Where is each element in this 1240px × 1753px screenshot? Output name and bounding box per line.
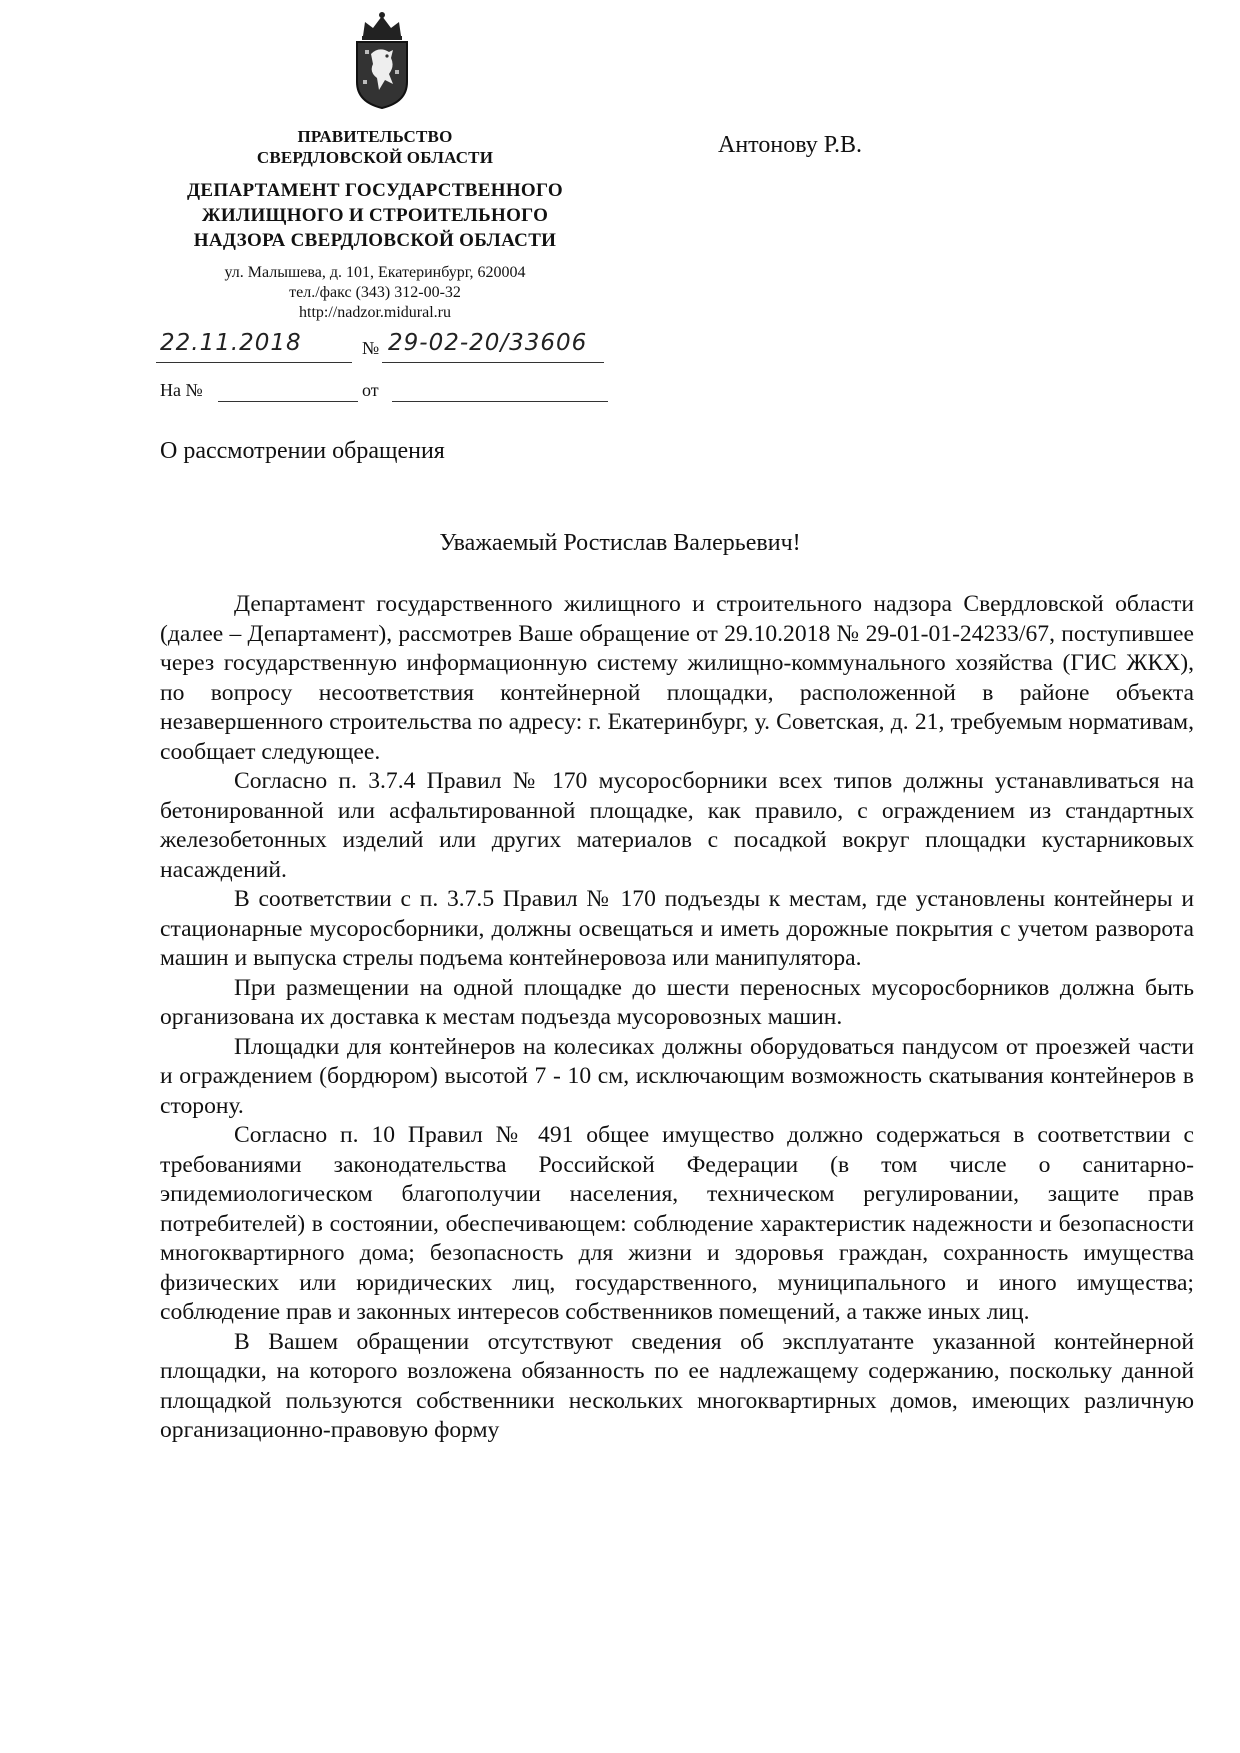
department-line-1: ДЕПАРТАМЕНТ ГОСУДАРСТВЕННОГО bbox=[187, 180, 563, 201]
sender-address: ул. Малышева, д. 101, Екатеринбург, 620004 bbox=[224, 264, 526, 281]
sender-phone: тел./факс (343) 312-00-32 bbox=[289, 284, 461, 301]
body-paragraph: Согласно п. 10 Правил № 491 общее имущество должно содержаться в соответствии с требованиями законодательства Российской Федерации (в том числе о санитарно-эпидемиологическом благополучии населения, техническом регулировании, защите прав потребителей) в состоянии, обеспечивающем: соблюдение характеристик надежности и безопасности многоквартирного дома; безопасность для жизни и здоровья граждан, сохранность имущества физических или юридических лиц, государственного, муниципального и иного имущества; соблюдение прав и законных интересов собственников помещений, а также иных лиц. bbox=[160, 1122, 1194, 1325]
body-paragraph: Согласно п. 3.7.4 Правил № 170 мусоросборники всех типов должны устанавливаться на бетонированной или асфальтированной площадке, как правило, с ограждением из стандартных железобетонных изделий или других материалов с посадкой вокруг площадки кустарниковых насаждений. bbox=[160, 768, 1194, 883]
reference-number-label: На № bbox=[160, 380, 203, 400]
registration-line bbox=[156, 330, 606, 364]
letter-greeting: Уважаемый Ростислав Валерьевич! bbox=[439, 530, 801, 556]
body-paragraph: В соответствии с п. 3.7.5 Правил № 170 подъезды к местам, где установлены контейнеры и стационарные мусоросборники, должны освещаться и иметь дорожные покрытия с учетом разворота машин и выпуска стрелы подъема контейнеровоза или манипулятора. bbox=[160, 886, 1194, 971]
department-line-2: ЖИЛИЩНОГО И СТРОИТЕЛЬНОГО bbox=[201, 205, 549, 226]
government-name bbox=[140, 126, 610, 168]
contact-info bbox=[140, 263, 610, 323]
reference-line bbox=[160, 380, 610, 406]
registration-date: 22.11.2018 bbox=[160, 330, 302, 356]
reference-date-blank bbox=[392, 401, 608, 402]
reference-number-blank bbox=[218, 401, 358, 402]
letter-subject: О рассмотрении обращения bbox=[160, 438, 445, 464]
number-sign: № bbox=[362, 338, 380, 358]
body-paragraph: Департамент государственного жилищного и строительного надзора Свердловской области (далее – Департамент), рассмотрев Ваше обращение от 29.10.2018 № 29-01-01-24233/67, поступившее через государственную информационную систему жилищно-коммунального хозяйства (ГИС ЖКХ), по вопросу несоответствия контейнерной площадки, расположенной в районе объекта незавершенного строительства по адресу: г. Екатеринбург, у. Советская, д. 21, требуемым нормативам, сообщает следующее. bbox=[160, 591, 1194, 765]
sender-website: http://nadzor.midural.ru bbox=[299, 304, 451, 321]
department-name bbox=[140, 178, 610, 253]
number-underline bbox=[382, 362, 604, 363]
department-line-3: НАДЗОРА СВЕРДЛОВСКОЙ ОБЛАСТИ bbox=[193, 230, 557, 251]
reference-date-label: от bbox=[362, 380, 379, 400]
government-line-2: СВЕРДЛОВСКОЙ ОБЛАСТИ bbox=[256, 148, 494, 167]
recipient-name: Антонову Р.В. bbox=[718, 132, 863, 158]
government-line-1: ПРАВИТЕЛЬСТВО bbox=[297, 127, 453, 146]
coat-of-arms-emblem bbox=[345, 10, 419, 110]
letter-body bbox=[160, 590, 1194, 1446]
body-paragraph: При размещении на одной площадке до шести переносных мусоросборников должна быть организована их доставка к местам подъезда мусоровозных машин. bbox=[160, 974, 1194, 1030]
body-paragraph: Площадки для контейнеров на колесиках должны оборудоваться пандусом от проезжей части и ограждением (бордюром) высотой 7 - 10 см, исключающим возможность скатывания контейнеров в сторону. bbox=[160, 1033, 1194, 1119]
body-paragraph: В Вашем обращении отсутствуют сведения об эксплуатанте указанной контейнерной площадки, на которого возложена обязанность по ее надлежащему содержанию, поскольку данной площадкой пользуются собственники нескольких многоквартирных домов, имеющих различную организационно-правовую форму bbox=[160, 1328, 1194, 1443]
registration-number: 29-02-20/33606 bbox=[388, 330, 588, 356]
date-underline bbox=[156, 362, 352, 363]
sender-block bbox=[140, 126, 610, 323]
